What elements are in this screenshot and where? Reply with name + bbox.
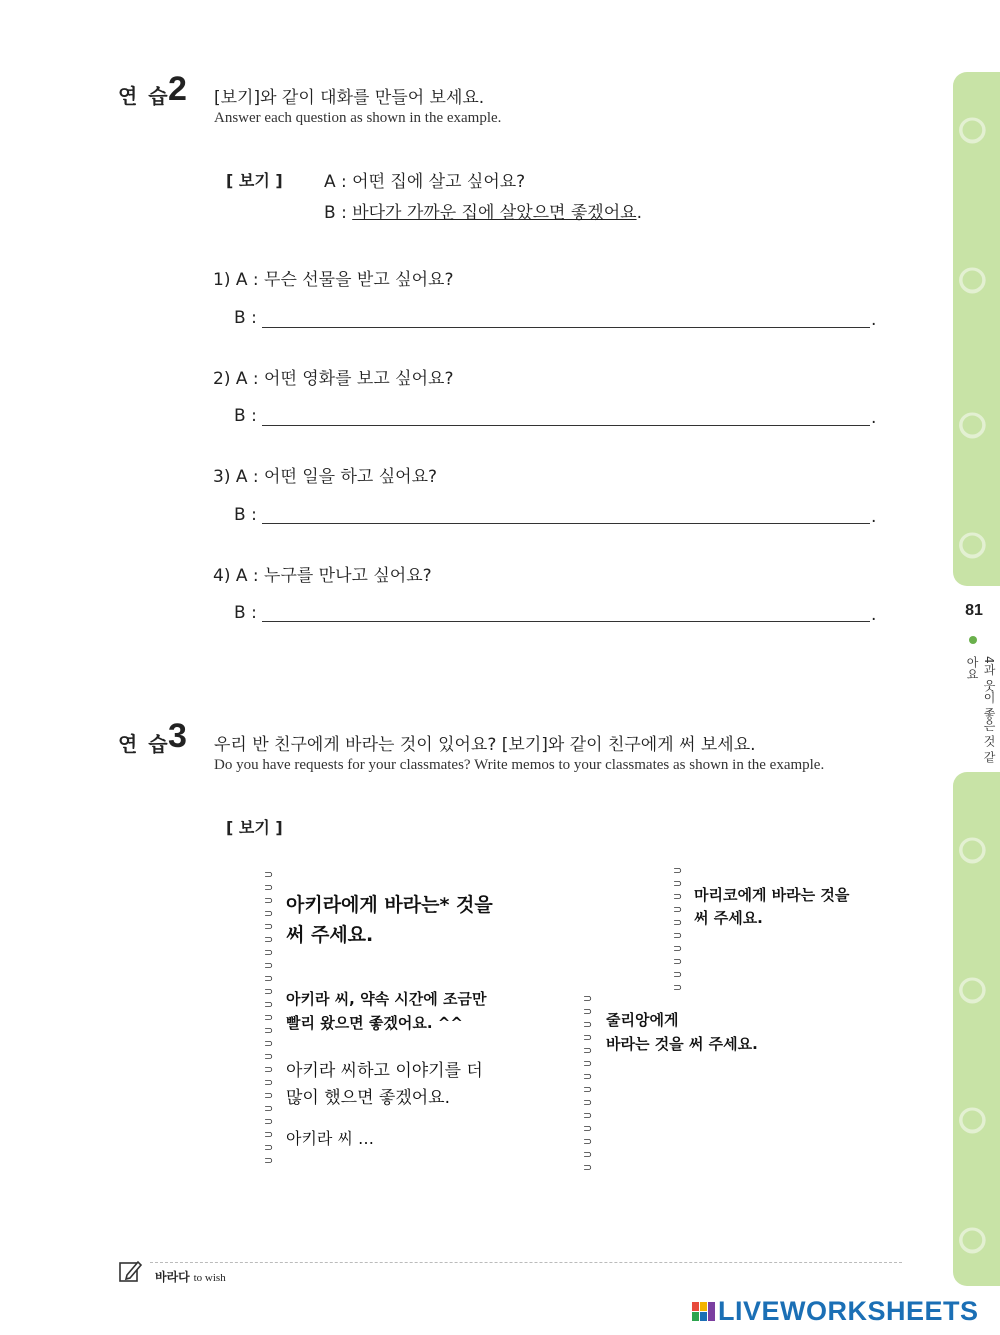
question-2: 2) A : 어떤 영화를 보고 싶어요? — [213, 369, 454, 389]
exercise-2-number: 2 — [168, 70, 187, 108]
brand-name[interactable]: LIVEWORKSHEETS — [718, 1296, 979, 1326]
answer-1-period: . — [871, 310, 877, 330]
memo-spiral-right-bottom: ⊃ ⊃ ⊃ ⊃ ⊃ ⊃ ⊃ ⊃ ⊃ ⊃ ⊃ ⊃ ⊃ ⊃ — [583, 992, 593, 1174]
example-line-a: A : 어떤 집에 살고 싶어요? — [324, 172, 526, 192]
page-number: 81 — [965, 602, 983, 619]
chapter-bullet-icon — [969, 636, 977, 644]
swirl-ornament-icon: ഠ — [955, 250, 986, 304]
footer-title — [155, 1268, 226, 1285]
memo-right-bottom-line-1: 줄리앙에게 — [606, 1011, 679, 1029]
example-tag: [ 보기 ] — [226, 171, 283, 190]
answer-3-input[interactable] — [262, 523, 870, 524]
footer-title-ko: 바라다 — [155, 1270, 190, 1284]
swirl-ornament-icon: ഠ — [955, 1210, 986, 1264]
example-3-tag: [ 보기 ] — [226, 818, 283, 837]
footer-divider — [150, 1262, 902, 1263]
swirl-ornament-icon: ഠ — [955, 515, 986, 569]
exercise-2-instruction-ko: [보기]와 같이 대화를 만들어 보세요. — [214, 88, 485, 108]
pencil-note-icon — [118, 1258, 144, 1284]
answer-2-input[interactable] — [262, 425, 870, 426]
answer-4-label: B : — [234, 603, 257, 623]
swirl-ornament-icon: ഠ — [955, 960, 986, 1014]
question-4: 4) A : 누구를 만나고 싶어요? — [213, 566, 432, 586]
answer-1-label: B : — [234, 308, 257, 328]
memo-spiral-right-top: ⊃ ⊃ ⊃ ⊃ ⊃ ⊃ ⊃ ⊃ ⊃ ⊃ — [673, 864, 683, 994]
memo-left-title-line-2: 써 주세요. — [286, 924, 374, 946]
question-1: 1) A : 무슨 선물을 받고 싶어요? — [213, 270, 454, 290]
exercise-2-label: 연 습 — [118, 84, 170, 108]
example-line-b-prefix: B : — [324, 203, 353, 223]
memo-right-top-line-2: 써 주세요. — [694, 909, 763, 927]
footer-title-en: to wish — [193, 1272, 226, 1284]
example-line-b-answer: 바다가 가까운 집에 살았으면 좋겠어요 — [352, 203, 637, 223]
question-3: 3) A : 어떤 일을 하고 싶어요? — [213, 467, 438, 487]
memo-left-note-3: 아키라 씨 … — [286, 1129, 374, 1148]
exercise-3-number: 3 — [168, 717, 187, 755]
memo-left-note-1-line-2: 빨리 왔으면 좋겠어요. ^^ — [286, 1014, 463, 1032]
swirl-ornament-icon: ഠ — [955, 1090, 986, 1144]
answer-3-period: . — [871, 507, 877, 527]
memo-spiral-left: ⊃ ⊃ ⊃ ⊃ ⊃ ⊃ ⊃ ⊃ ⊃ ⊃ ⊃ ⊃ ⊃ ⊃ ⊃ ⊃ ⊃ ⊃ ⊃ ⊃ ⊃ ⊃ ⊃ — [264, 868, 274, 1167]
swirl-ornament-icon: ഠ — [955, 820, 986, 874]
chapter-title: 4과 웃이 좋은 것 같아요 — [965, 656, 996, 763]
example-line-b-suffix: . — [636, 203, 642, 223]
example-line-b — [324, 198, 642, 223]
exercise-3-instruction-ko: 우리 반 친구에게 바라는 것이 있어요? [보기]와 같이 친구에게 써 보세요. — [214, 735, 756, 755]
swirl-ornament-icon: ഠ — [955, 395, 986, 449]
brand-logo-icon — [692, 1302, 716, 1322]
answer-2-label: B : — [234, 406, 257, 426]
memo-left-note-2-line-2: 많이 했으면 좋겠어요. — [286, 1088, 451, 1108]
answer-2-period: . — [871, 408, 877, 428]
exercise-3-label: 연 습 — [118, 732, 170, 756]
answer-4-period: . — [871, 605, 877, 625]
exercise-2-instruction-en: Answer each question as shown in the example. — [214, 110, 502, 126]
answer-3-label: B : — [234, 505, 257, 525]
answer-4-input[interactable] — [262, 621, 870, 622]
answer-1-input[interactable] — [262, 327, 870, 328]
memo-right-top-line-1: 마리코에게 바라는 것을 — [694, 886, 850, 904]
memo-right-bottom-line-2: 바라는 것을 써 주세요. — [606, 1035, 758, 1053]
exercise-3-instruction-en: Do you have requests for your classmates? Write memos to your classmates as shown in the example. — [214, 757, 825, 773]
memo-left-title-line-1: 아키라에게 바라는* 것을 — [286, 894, 493, 916]
memo-left-note-2-line-1: 아키라 씨하고 이야기를 더 — [286, 1061, 483, 1081]
swirl-ornament-icon: ഠ — [955, 100, 986, 154]
memo-left-note-1-line-1: 아키라 씨, 약속 시간에 조금만 — [286, 990, 487, 1008]
